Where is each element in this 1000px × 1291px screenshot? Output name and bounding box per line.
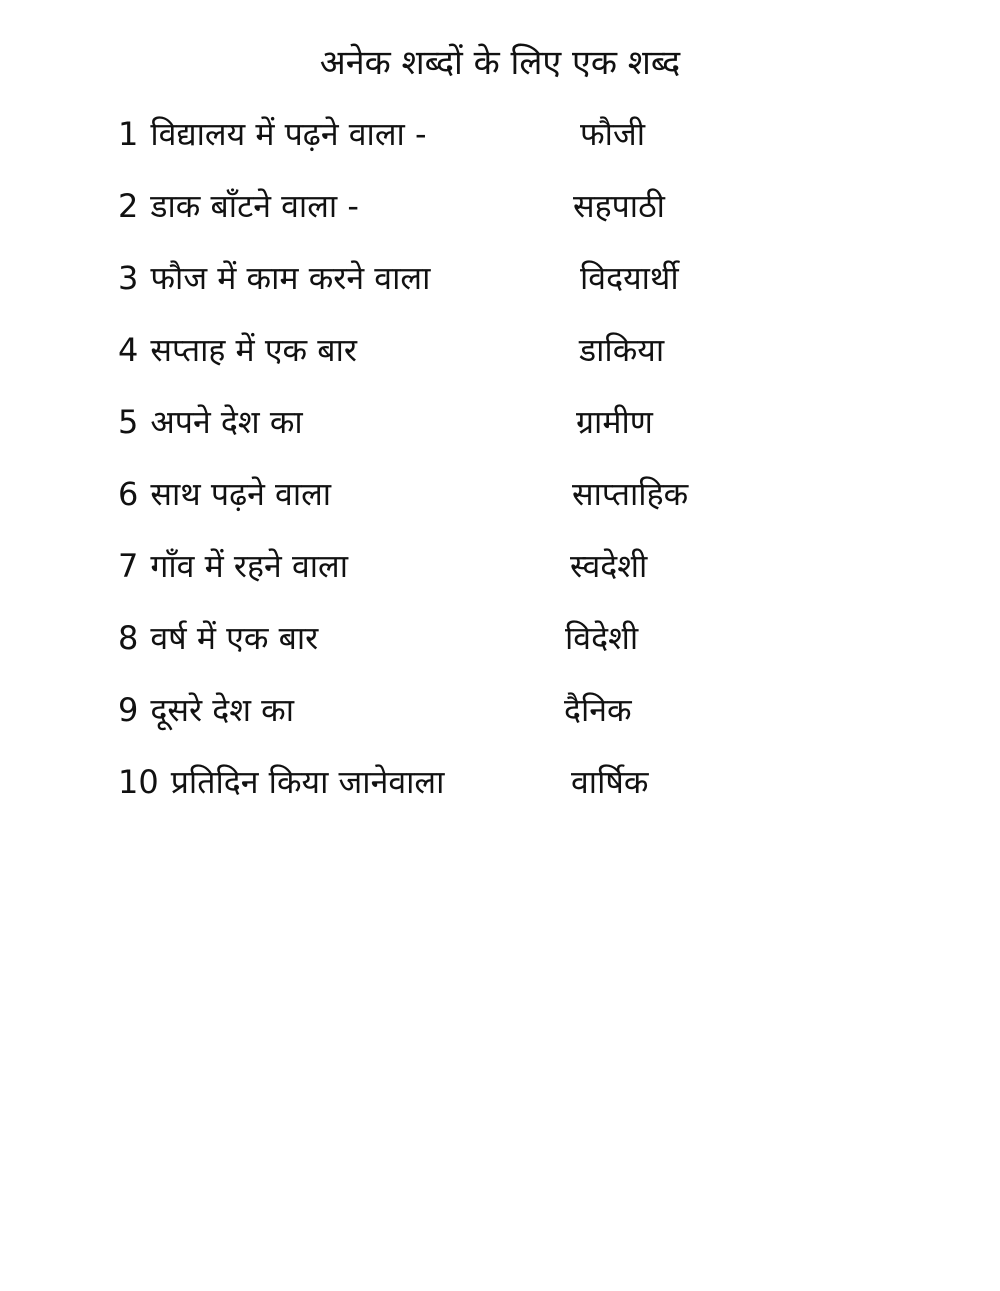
answer-word: ग्रामीण [576, 403, 653, 441]
item-number: 6 [118, 475, 139, 513]
list-item [0, 248, 1000, 320]
phrase [118, 176, 359, 236]
item-number: 8 [118, 619, 139, 657]
phrase-text: प्रतिदिन किया जानेवाला [170, 763, 445, 801]
answer-word: विदयार्थी [580, 259, 679, 297]
phrase-text: गाँव में रहने वाला [150, 547, 349, 585]
answer-word: विदेशी [565, 619, 639, 657]
phrase [118, 536, 348, 596]
answer-word: दैनिक [564, 691, 632, 729]
phrase [118, 392, 303, 452]
phrase-text: फौज में काम करने वाला [150, 259, 431, 297]
page-title: अनेक शब्दों के लिए एक शब्द [319, 43, 681, 83]
list-item [0, 608, 1000, 680]
phrase-text: विद्यालय में पढ़ने वाला - [150, 115, 427, 153]
list-item [0, 752, 1000, 824]
list-item [0, 680, 1000, 752]
item-number: 2 [118, 187, 139, 225]
phrase-text: दूसरे देश का [150, 691, 295, 729]
list-item [0, 176, 1000, 248]
answer-word: फौजी [580, 115, 645, 153]
phrase [118, 608, 318, 668]
item-number: 3 [118, 259, 139, 297]
item-number: 7 [118, 547, 139, 585]
answer-word: वार्षिक [571, 763, 649, 801]
list-item [0, 320, 1000, 392]
item-number: 9 [118, 691, 139, 729]
phrase-text: अपने देश का [150, 403, 303, 441]
phrase [118, 752, 444, 812]
word-list [0, 104, 1000, 824]
item-number: 4 [118, 331, 139, 369]
phrase [118, 680, 294, 740]
list-item [0, 392, 1000, 464]
answer-word: सहपाठी [573, 187, 665, 225]
item-number: 10 [118, 763, 159, 801]
answer-word: स्वदेशी [570, 547, 648, 585]
phrase [118, 320, 357, 380]
phrase-text: डाक बाँटने वाला - [150, 187, 359, 225]
phrase-text: सप्ताह में एक बार [150, 331, 357, 369]
phrase-text: वर्ष में एक बार [150, 619, 319, 657]
list-item [0, 104, 1000, 176]
answer-word: डाकिया [579, 331, 665, 369]
list-item [0, 536, 1000, 608]
phrase [118, 104, 427, 164]
list-item [0, 464, 1000, 536]
phrase [118, 464, 331, 524]
item-number: 1 [118, 115, 139, 153]
answer-word: साप्ताहिक [572, 475, 689, 513]
phrase-text: साथ पढ़ने वाला [150, 475, 332, 513]
item-number: 5 [118, 403, 139, 441]
phrase [118, 248, 430, 308]
